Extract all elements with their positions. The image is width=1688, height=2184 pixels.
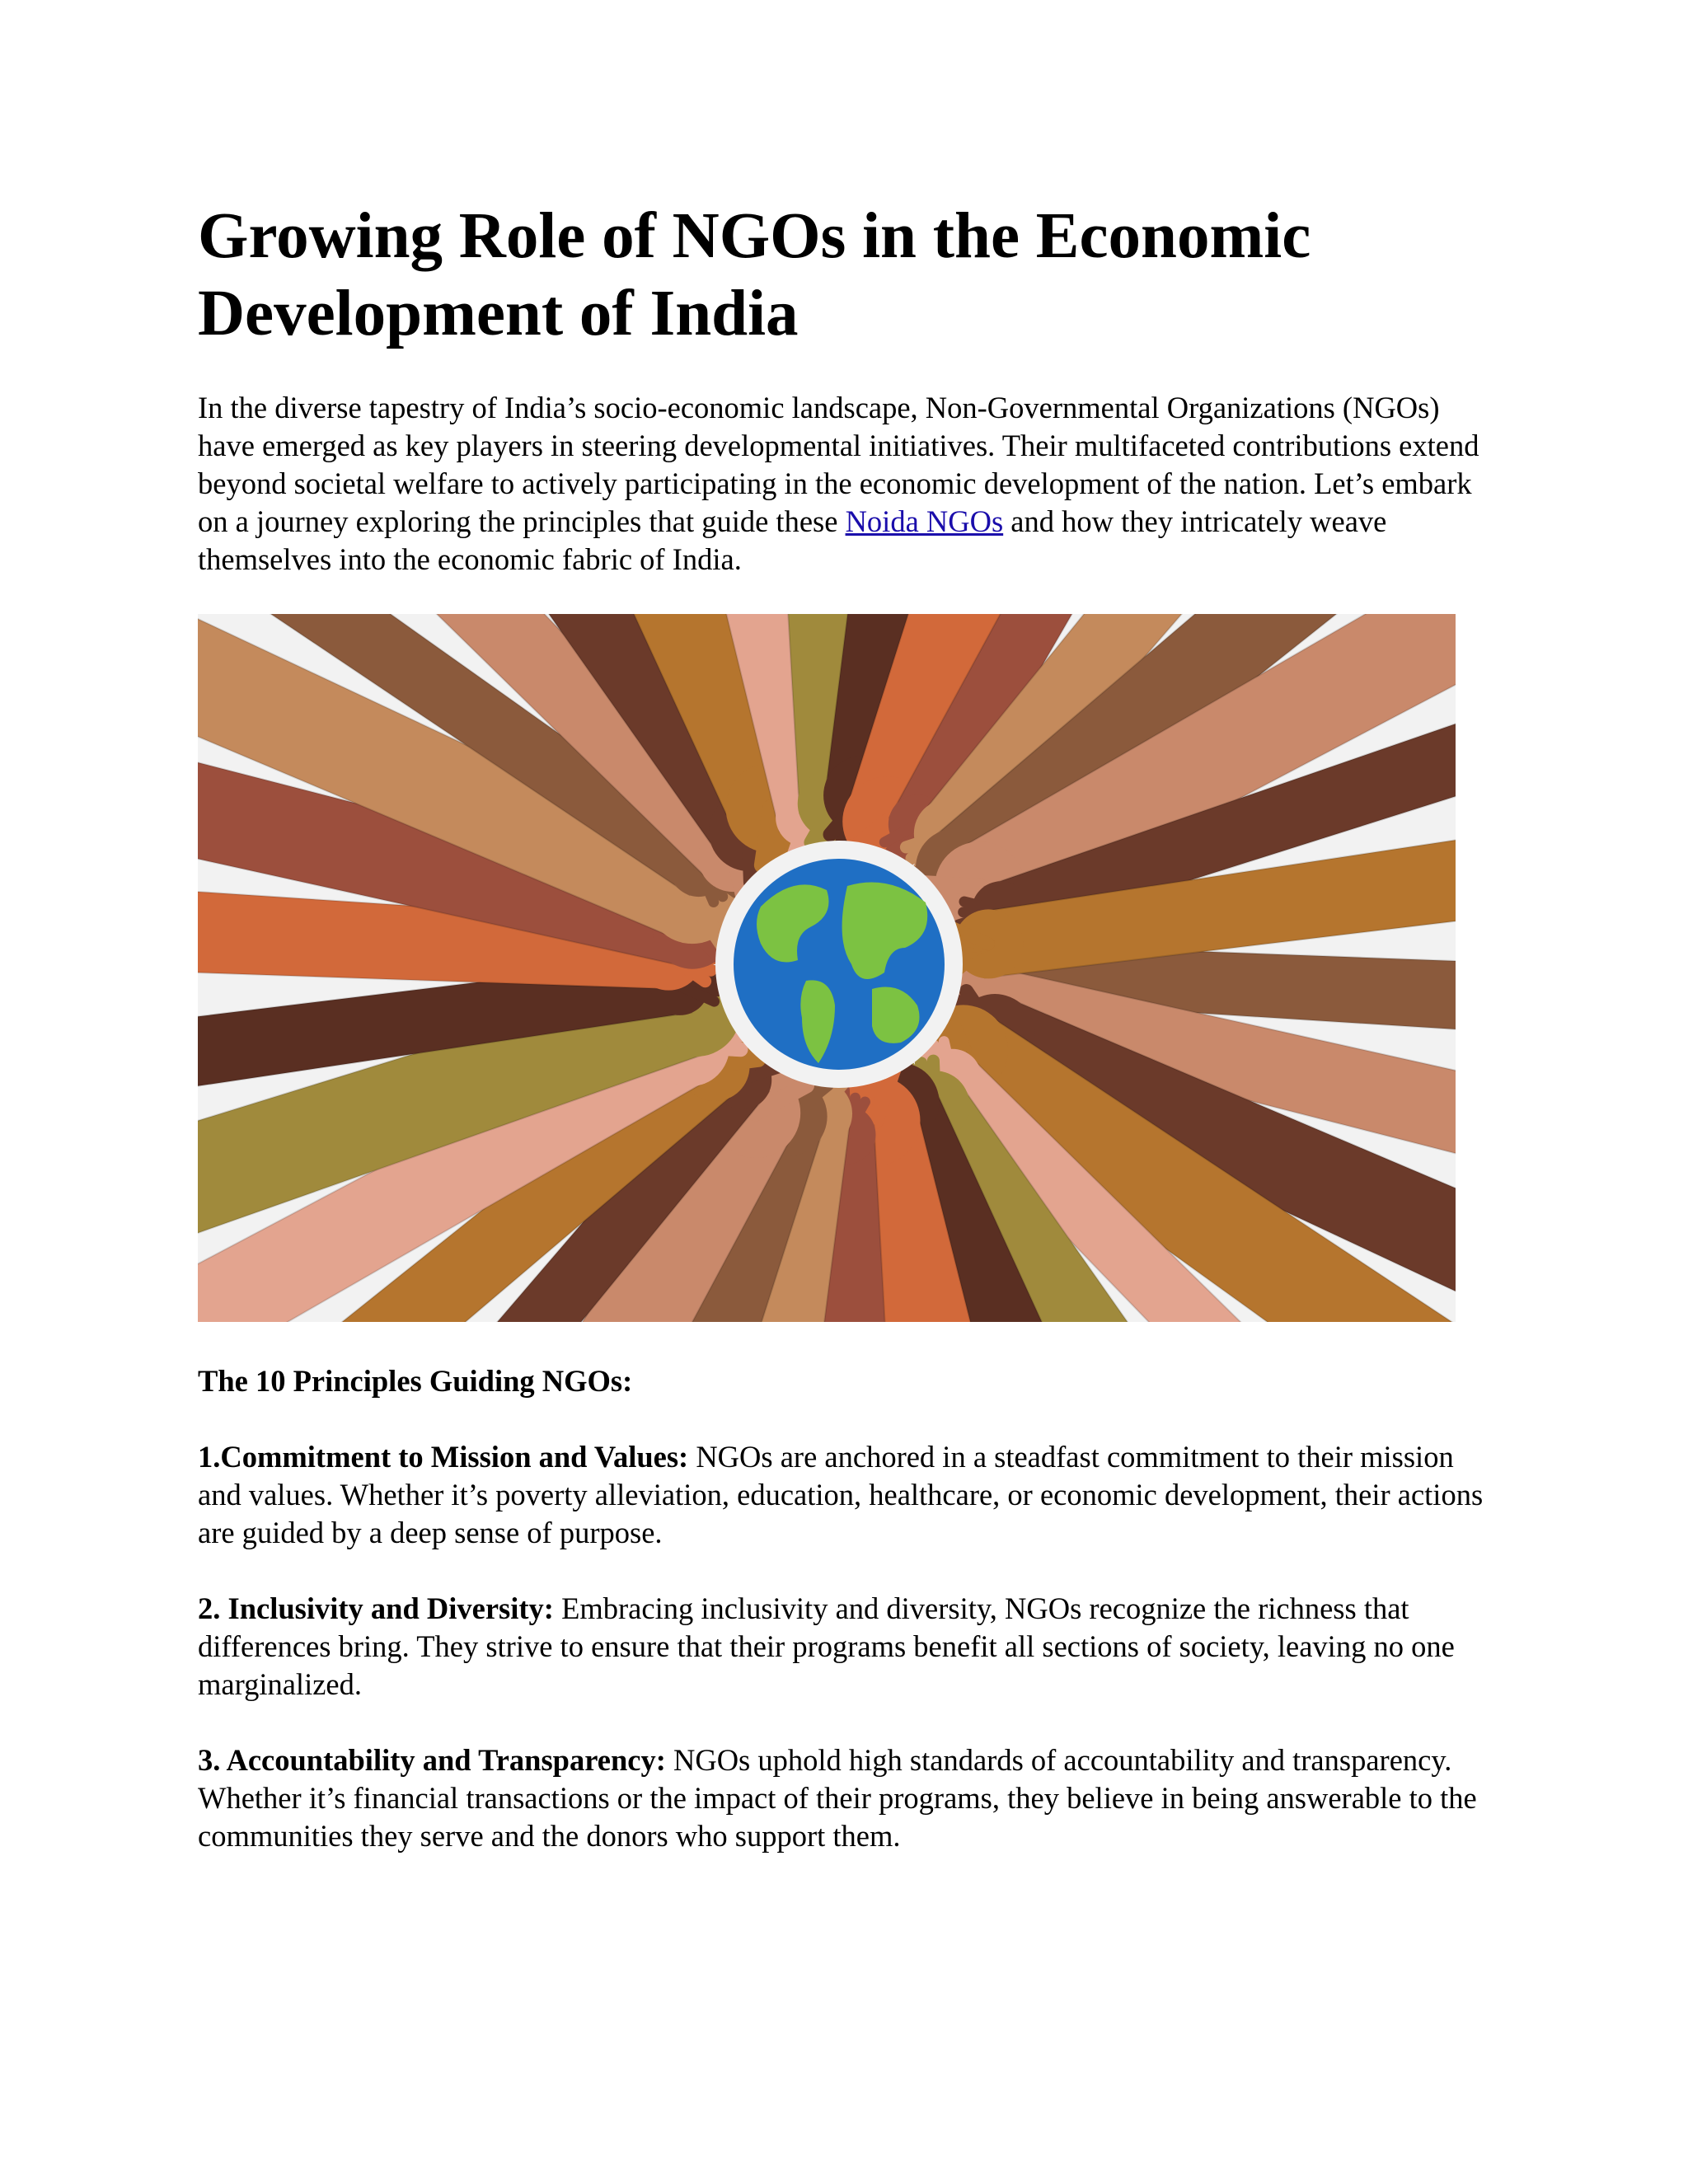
globe-icon <box>715 841 963 1088</box>
principle-3 <box>198 1741 1484 1855</box>
principles-heading: The 10 Principles Guiding NGOs: <box>198 1364 633 1398</box>
principle-3-title: 3. Accountability and Transparency: <box>198 1743 666 1777</box>
principle-1-title: 1.Commitment to Mission and Values: <box>198 1440 689 1474</box>
principle-2-title: 2. Inclusivity and Diversity: <box>198 1591 554 1625</box>
intro-text-end: and how they intricately weave themselves into the economic fabric of India. <box>198 504 1387 576</box>
globe-ocean <box>734 859 945 1070</box>
page-title: Growing Role of NGOs in the Economic Development of India <box>198 200 1311 349</box>
intro-text-start: In the diverse tapestry of India’s socio-economic landscape, Non-Governmental Organizations (NGOs) have emerged as key players in steering developmental initiatives. Their multifaceted contributions extend beyond societal welfare to actively participating in the economic development of the nation. Let’s embark on a journey exploring the principles that guide these <box>198 391 1479 538</box>
principle-2 <box>198 1590 1484 1704</box>
hero-image <box>198 614 1456 1322</box>
principle-2-text: Embracing inclusivity and diversity, NGOs recognize the richness that differences bring. They strive to ensure that their programs benefit all sections of society, leaving no one marginalized. <box>198 1591 1455 1701</box>
principle-1 <box>198 1438 1484 1552</box>
noida-ngos-link[interactable]: Noida NGOs <box>845 504 1004 538</box>
intro-paragraph <box>198 389 1484 579</box>
hands-around-globe-illustration <box>198 614 1456 1322</box>
principle-3-text: NGOs uphold high standards of accountability and transparency. Whether it’s financial transactions or the impact of their programs, they believe in being answerable to the communities they serve and the donors who support them. <box>198 1743 1477 1853</box>
principle-1-text: NGOs are anchored in a steadfast commitment to their mission and values. Whether it’s poverty alleviation, education, healthcare, or economic development, their actions are guided by a deep sense of purpose. <box>198 1440 1484 1549</box>
